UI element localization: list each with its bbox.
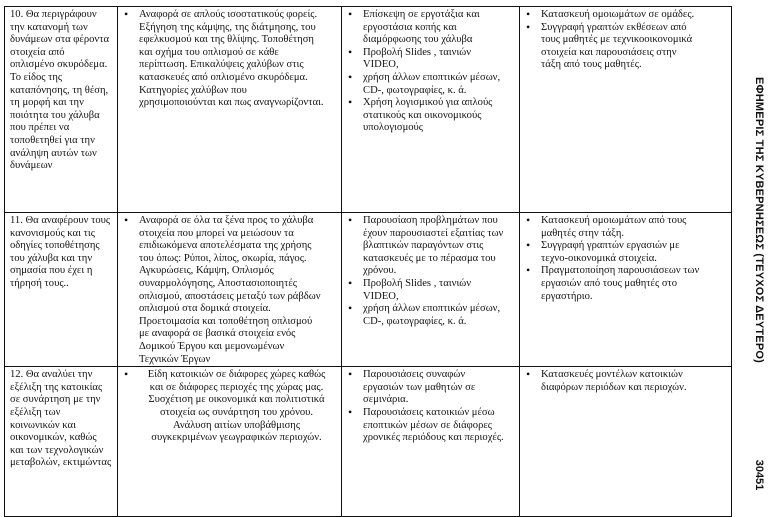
objective-cell — [5, 7, 118, 213]
text-line: και σχήμα του οπλισμού σε κάθε — [139, 46, 279, 58]
text-line: περίπτωση. Επικαλύψεις χαλύβων στις — [139, 59, 304, 71]
text-line: Τεχνικών Έργων — [139, 353, 211, 365]
list-item — [523, 9, 728, 22]
text-line: Παρουσίαση προβλημάτων που — [363, 215, 498, 226]
table-row — [5, 7, 732, 213]
methods-cell — [342, 7, 520, 213]
text-line: εργασιών των μαθητών σε — [363, 381, 476, 393]
methods-list — [345, 369, 516, 445]
text-line: ποιότητα του χάλυβα — [10, 109, 100, 121]
text-line: δυνάμεων στα φέροντα — [10, 34, 110, 46]
list-item — [345, 278, 516, 303]
list-item — [345, 369, 516, 407]
text-line: Παρουσιάσεις κατοικιών μέσω — [363, 406, 495, 418]
text-line: 10. Θα περιγράφουν — [10, 9, 97, 20]
methods-list — [345, 9, 516, 135]
text-line: του χάλυβα και την — [10, 252, 93, 264]
content-cell — [118, 213, 342, 367]
text-line: του όπως: Ρύποι, λίπος, σκωρία, πάγος. — [139, 252, 307, 264]
text-line: Πραγματοποίηση παρουσιάσεων των — [541, 265, 700, 277]
text-line: καταπόνησης, τη θέση, — [10, 84, 109, 96]
text-line: στοιχεία ως συνάρτηση του χρόνου. — [159, 406, 314, 418]
text-line: με αναφορά σε βασικά στοιχεία ενός — [139, 328, 296, 340]
list-item — [523, 215, 728, 240]
text-line: Προβολή Slides , ταινιών — [363, 46, 472, 58]
text-line: τεχνο-οικονομικά στοιχεία. — [541, 252, 657, 264]
activities-cell — [520, 367, 732, 517]
content-list — [121, 369, 338, 445]
text-line: και σε διάφορες περιοχές της χώρας μας. — [149, 381, 324, 393]
text-line: χρονικές περιόδους και περιοχές. — [363, 432, 504, 444]
text-line: στοιχεία που μπορεί να μειώσουν τα — [139, 227, 294, 239]
text-line: τάξη από τους μαθητές. — [541, 59, 642, 71]
text-line: Κατηγορίες χαλύβων που — [139, 84, 247, 96]
text-line: εφελκυσμού και της θλίψης. Τοποθέτηση — [139, 34, 314, 46]
table-row — [5, 213, 732, 367]
page-number — [748, 455, 770, 495]
text-line: σε συνάρτηση με την — [10, 394, 101, 406]
list-item — [345, 72, 516, 97]
text-line: Προετοιμασία και τοποθέτηση οπλισμού — [139, 315, 313, 327]
content-list — [121, 9, 338, 110]
text-line: και των τεχνολογικών — [10, 444, 104, 456]
text-line: εργασιών από τους μαθητές στο — [541, 277, 678, 289]
text-line: οδηγίες τοποθέτησης — [10, 240, 100, 252]
text-line: οπλισμού στα δομικά στοιχεία. — [139, 303, 271, 315]
text-line: εργοστάσια κοπής και — [363, 21, 457, 33]
text-line: οπλισμού, αποστάσεις μεταξύ των ράβδων — [139, 290, 321, 302]
text-line: επιδιωκόμενα αποτελέσματα της χρήσης — [139, 240, 312, 252]
objective-cell — [5, 213, 118, 367]
text-line: τη μορφή και την — [10, 97, 84, 109]
curriculum-table — [4, 6, 732, 517]
list-item — [345, 9, 516, 47]
activities-list — [523, 215, 728, 303]
text-line: την κατανομή των — [10, 21, 88, 33]
text-line: ανάληψη αυτών των — [10, 147, 97, 159]
list-item — [345, 303, 516, 328]
text-line: υπολογισμούς — [363, 122, 423, 134]
content-cell — [118, 7, 342, 213]
text-line: διαμόρφωσης του χάλυβα — [363, 34, 473, 46]
text-line: σημασία που έχει η — [10, 265, 93, 277]
text-line: Επίσκεψη σε εργοτάξια και — [363, 9, 480, 20]
methods-list — [345, 215, 516, 328]
methods-cell — [342, 367, 520, 517]
text-line: Είδη κατοικιών σε διάφορες χώρες καθώς — [147, 369, 326, 381]
text-line: τους μαθητές με τεχνικοοικονομικά — [541, 34, 693, 46]
text-line: Κατασκευή ομοιωμάτων σε ομάδες. — [541, 9, 695, 20]
text-line: κατασκευές με το πέρασμα του — [363, 252, 496, 264]
text-line: Δομικού Έργου και μεμονωμένων — [139, 340, 285, 352]
text-line: Το είδος της — [10, 71, 63, 83]
text-line: Παρουσιάσεις συναφών — [363, 369, 466, 381]
running-header-text: ΕΦΗΜΕΡΙΣ ΤΗΣ ΚΥΒΕΡΝΗΣΕΩΣ (ΤΕΥΧΟΣ ΔΕΥΤΕΡΟ) — [753, 77, 765, 363]
text-line: στοιχεία από — [10, 46, 65, 58]
list-item — [121, 369, 338, 445]
text-line: CD-, φωτογραφίες, κ. ά. — [363, 315, 467, 327]
text-line: VIDEO, — [363, 59, 399, 71]
list-item — [523, 369, 728, 394]
text-line: VIDEO, — [363, 290, 399, 302]
text-line: Χρήση λογισμικού για απλούς — [363, 97, 493, 109]
list-item — [345, 97, 516, 135]
text-line: μαθητές στην τάξη. — [541, 227, 625, 239]
text-line: Συγγραφή γραπτών εργασιών με — [541, 240, 680, 252]
text-line: Κατασκευή ομοιωμάτων από τους — [541, 215, 687, 226]
page-number-text: 30451 — [753, 459, 765, 491]
text-line: κατασκευές από οπλισμένο σκυρόδεμα. — [139, 71, 308, 83]
text-line: Αγκυρώσεις, Κάμψη, Οπλισμός — [139, 265, 274, 277]
activities-list — [523, 9, 728, 72]
list-item — [523, 22, 728, 72]
text-line: έχουν παρουσιαστεί εξαιτίας των — [363, 227, 504, 239]
text-line: εξέλιξη της κατοικίας — [10, 381, 103, 393]
text-line: Αναφορά σε όλα τα ξένα προς το χάλυβα — [139, 215, 314, 226]
text-line: σεμινάρια. — [363, 394, 409, 406]
text-line: στατικούς και οικονομικούς — [363, 109, 482, 121]
text-line: μεταβολών, εκτιμώντας — [10, 457, 112, 469]
objective-cell — [5, 367, 118, 517]
text-line: δυνάμεων — [10, 160, 53, 172]
text-line: κοινωνικών και — [10, 419, 76, 431]
list-item — [345, 47, 516, 72]
content-list — [121, 215, 338, 366]
activities-cell — [520, 7, 732, 213]
text-line: χρόνου. — [363, 265, 397, 277]
list-item — [523, 265, 728, 303]
text-line: χρησιμοποιούνται και πως αναγνωρίζονται. — [139, 97, 324, 109]
text-line: κανονισμούς και τις — [10, 227, 95, 239]
text-line: Συγγραφή γραπτών εκθέσεων από — [541, 21, 687, 33]
activities-list — [523, 369, 728, 394]
running-header — [748, 77, 770, 363]
text-line: εξέλιξη των — [10, 406, 61, 418]
list-item — [121, 9, 338, 110]
text-line: 12. Θα αναλύει την — [10, 369, 93, 381]
list-item — [121, 215, 338, 366]
text-line: χρήση άλλων εποπτικών μέσων, — [363, 303, 501, 315]
text-line: συναρμολόγησης, Αποστασιοποιητές — [139, 277, 297, 289]
text-line: Συσχέτιση με οικονομικά και πολιτιστικά — [148, 394, 325, 406]
text-line: Αναφορά σε απλούς ισοστατικούς φορείς. — [139, 9, 318, 20]
text-line: οπλισμένο σκυρόδεμα. — [10, 59, 108, 71]
text-line: συγκεκριμένων γεωγραφικών περιοχών. — [151, 432, 322, 444]
list-item — [345, 407, 516, 445]
text-line: χρήση άλλων εποπτικών μέσων, — [363, 71, 501, 83]
content-cell — [118, 367, 342, 517]
text-line: τήρησή τους.. — [10, 277, 69, 289]
text-line: διαφόρων περιόδων και περιοχών. — [541, 381, 687, 393]
text-line: βλαπτικών παραγόντων στις — [363, 240, 484, 252]
text-line: εργαστήριο. — [541, 290, 593, 302]
list-item — [523, 240, 728, 265]
list-item — [345, 215, 516, 278]
text-line: στοιχεία και παρουσιάσεις στην — [541, 46, 677, 58]
table-row — [5, 367, 732, 517]
methods-cell — [342, 213, 520, 367]
text-line: Κατασκευές μοντέλων κατοικιών — [541, 369, 683, 381]
text-line: που πρέπει να — [10, 122, 70, 134]
text-line: Προβολή Slides , ταινιών — [363, 277, 472, 289]
text-line: οικονομικών, καθώς — [10, 432, 97, 444]
text-line: εποπτικών μέσων σε διάφορες — [363, 419, 492, 431]
activities-cell — [520, 213, 732, 367]
text-line: τοποθετηθεί για την — [10, 134, 95, 146]
text-line: 11. Θα αναφέρουν τους — [10, 215, 111, 226]
text-line: Εξήγηση της κάμψης, της διάτμησης, του — [139, 21, 316, 33]
text-line: Ανάλυση αιτίων υποβάθμισης — [172, 419, 301, 431]
text-line: CD-, φωτογραφίες, κ. ά. — [363, 84, 467, 96]
